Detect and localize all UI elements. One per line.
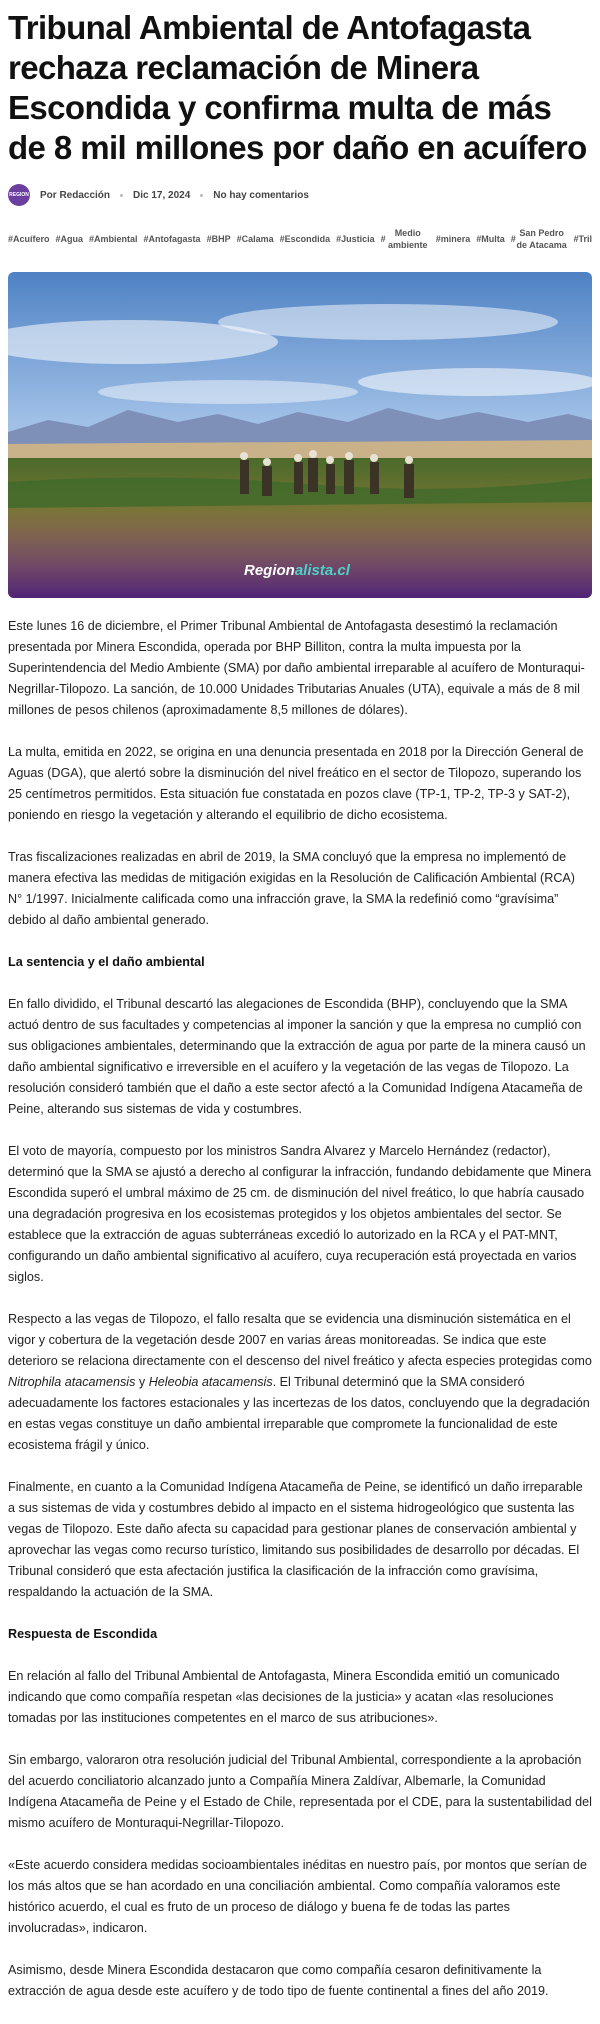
- section-heading: La sentencia y el daño ambiental: [8, 955, 205, 969]
- meta-separator: [200, 194, 203, 197]
- paragraph: Asimismo, desde Minera Escondida destacaron que como compañía cesaron definitivamente la extracción de agua desde este acuífero y de todo tipo de fuente continental a fines del año 2019.: [8, 1963, 549, 1998]
- tag-list: [8, 216, 592, 262]
- paragraph: En relación al fallo del Tribunal Ambiental de Antofagasta, Minera Escondida emitió un comunicado indicando que como compañía respetan «las decisiones de la justicia» y acatan «las resoluciones tomadas por las instituciones competentes en el marco de sus atribuciones».: [8, 1669, 560, 1725]
- tag-link[interactable]: #Calama: [236, 234, 274, 244]
- tag-link[interactable]: San Pedro de Atacama: [516, 228, 567, 250]
- author-avatar[interactable]: [8, 184, 30, 206]
- tag-link[interactable]: #minera: [435, 234, 471, 244]
- author-link[interactable]: Por Redacción: [40, 189, 111, 201]
- species-name: Heleobia atacamensis: [148, 1375, 273, 1389]
- paragraph: Tras fiscalizaciones realizadas en abril de 2019, la SMA concluyó que la empresa no implementó de manera efectiva las medidas de mitigación exigidas en la Resolución de Calificación Ambiental (RCA) N° 1/1997. Inicialmente calificada como una infracción grave, la SMA la redefinió como “gravísima” debido al daño ambiental generado.: [8, 850, 576, 927]
- paragraph: En fallo dividido, el Tribunal descartó las alegaciones de Escondida (BHP), concluyendo que la SMA actuó dentro de sus facultades y competencias al imponer la sanción y que la empresa no cumplió con sus obligaciones ambientales, determinando que la extracción de agua por parte de la minera causó un daño ambiental significativo e irreversible en el acuífero y la vegetación de las vegas de Tilopozo. La resolución consideró también que el daño a este sector afectó a la Comunidad Indígena Atacameña de Peine, alterando sus sistemas de vida y costumbres.: [8, 997, 586, 1116]
- tag-link[interactable]: #Acuífero: [8, 234, 50, 244]
- tag-link[interactable]: #: [510, 234, 516, 244]
- tag-link[interactable]: #Justicia: [336, 234, 375, 244]
- tag-link[interactable]: #: [380, 234, 386, 244]
- species-name: Nitrophila atacamensis: [8, 1375, 136, 1389]
- publish-date: Dic 17, 2024: [133, 189, 191, 201]
- tag-link[interactable]: Medio ambiente: [387, 228, 428, 250]
- paragraph: Respecto a las vegas de Tilopozo, el fallo resalta que se evidencia una disminución sistemática en el vigor y cobertura de la vegetación desde 2007 en varias áreas monitoreadas. Se indica que este deterioro se relaciona directamente con el descenso del nivel freático y afecta especies protegidas como Nitrophila atacamensis y Heleobia atacamensis. El Tribunal determinó que la SMA consideró adecuadamente los factores estacionales y las incertezas de los datos, concluyendo que la degradación en estas vegas constituye un daño ambiental irreparable que compromete la funcionalidad de este ecosistema frágil y único.: [8, 1312, 592, 1452]
- comments-link[interactable]: No hay comentarios: [213, 189, 309, 201]
- paragraph: «Este acuerdo considera medidas socioambientales inéditas en nuestro país, por montos que serían de los más altos que se han acordado en una conciliación ambiental. Como compañía valoramos este histórico acuerdo, el cual es fruto de un proceso de diálogo y buena fe de todas las partes involucradas», indicaron.: [8, 1858, 587, 1935]
- article-meta: [8, 184, 592, 206]
- paragraph: Este lunes 16 de diciembre, el Primer Tribunal Ambiental de Antofagasta desestimó la reclamación presentada por Minera Escondida, operada por BHP Billiton, contra la multa impuesta por la Superintendencia del Medio Ambiente (SMA) por daño ambiental irreparable al acuífero de Monturaqui-Negrillar-Tilopozo. La sanción, de 10.000 Unidades Tributarias Anuales (UTA), equivale a más de 8 mil millones de pesos chilenos (aproximadamente 8,5 millones de dólares).: [8, 619, 585, 717]
- article-body: [8, 616, 592, 2002]
- meta-separator: [120, 194, 123, 197]
- article-title: Tribunal Ambiental de Antofagasta rechaza reclamación de Minera Escondida y confirma multa de más de 8 mil millones por daño en acuífero: [8, 9, 587, 166]
- landscape-photo: [8, 272, 592, 598]
- tag-link[interactable]: #Escondida: [279, 234, 331, 244]
- paragraph: El voto de mayoría, compuesto por los ministros Sandra Alvarez y Marcelo Hernández (redactor), determinó que la SMA se ajustó a derecho al configurar la infracción, fundando debidamente que Minera Escondida superó el umbral máximo de 25 cm. de disminución del nivel freático, lo que habría causado una degradación progresiva en los ecosistemas protegidos y los objetos ambientales del sector. Se establece que la extracción de aguas subterráneas excedió lo autorizado en la RCA y el PAT-MNT, configurando un daño ambiental significativo al acuífero, cuya recuperación está proyectada en varios siglos.: [8, 1144, 592, 1284]
- avatar-label: REGION: [9, 192, 29, 198]
- tag-link[interactable]: #Multa: [476, 234, 505, 244]
- tag-link[interactable]: #Tril: [573, 234, 592, 244]
- tag-link[interactable]: #Ambiental: [89, 234, 138, 244]
- tag-link[interactable]: #BHP: [206, 234, 231, 244]
- paragraph: La multa, emitida en 2022, se origina en una denuncia presentada en 2018 por la Dirección General de Aguas (DGA), que alertó sobre la disminución del nivel freático en el sector de Tilopozo, superando los 25 centímetros permitidos. Esta situación fue constatada en pozos clave (TP-1, TP-2, TP-3 y SAT-2), poniendo en riesgo la vegetación y alterando el equilibrio de dicho ecosistema.: [8, 745, 584, 822]
- section-heading: Respuesta de Escondida: [8, 1627, 158, 1641]
- paragraph: Finalmente, en cuanto a la Comunidad Indígena Atacameña de Peine, se identificó un daño irreparable a sus sistemas de vida y costumbres debido al impacto en el sistema hidrogeológico que sustenta las vegas de Tilopozo. Este daño afecta su capacidad para gestionar planes de conservación ambiental y aprovechar las vegas como recurso turístico, limitando sus posibilidades de desarrollo por décadas. El Tribunal consideró que esta afectación justifica la clasificación de la infracción como gravísima, respaldando la actuación de la SMA.: [8, 1480, 583, 1599]
- tag-link[interactable]: #Agua: [55, 234, 84, 244]
- tag-link[interactable]: #Antofagasta: [143, 234, 201, 244]
- watermark-logo: Regionalista.cl: [244, 562, 350, 579]
- featured-image: [8, 272, 592, 598]
- paragraph: Sin embargo, valoraron otra resolución judicial del Tribunal Ambiental, correspondiente a la aprobación del acuerdo conciliatorio alcanzado junto a Compañía Minera Zaldívar, Albemarle, la Comunidad Indígena Atacameña de Peine y el Estado de Chile, representada por el CDE, para la sustentabilidad del mismo acuífero de Monturaqui-Negrillar-Tilopozo.: [8, 1753, 592, 1830]
